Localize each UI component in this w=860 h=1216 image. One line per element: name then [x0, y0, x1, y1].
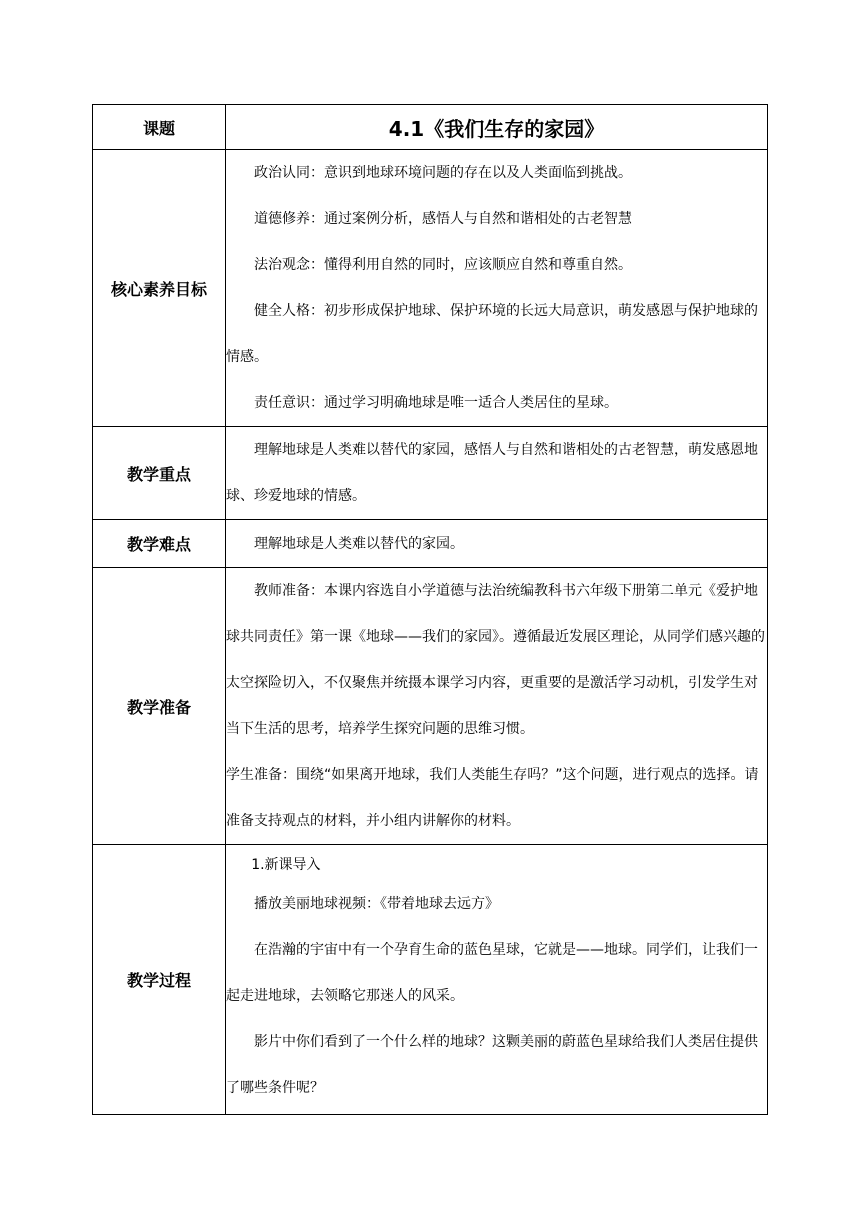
student-preparation: 学生准备：围绕“如果离开地球，我们人类能生存吗？”这个问题，进行观点的选择。请准备支持观点的材料，并小组内讲解你的材料。 — [226, 767, 759, 829]
core-responsibility: 责任意识：通过学习明确地球是唯一适合人类居住的星球。 — [254, 395, 618, 411]
key-point-text: 理解地球是人类难以替代的家园，感悟人与自然和谐相处的古老智慧，萌发感恩地球、珍爱地球的情感。 — [226, 442, 758, 504]
title-row — [93, 105, 768, 150]
preparation-content — [226, 568, 768, 845]
core-personality: 健全人格：初步形成保护地球、保护环境的长远大局意识，萌发感恩与保护地球的情感。 — [226, 303, 758, 365]
process-video: 播放美丽地球视频：《带着地球去远方》 — [254, 895, 499, 912]
process-content — [226, 845, 768, 1115]
core-literacy-content — [226, 150, 768, 427]
core-moral: 道德修养：通过案例分析，感悟人与自然和谐相处的古老智慧 — [254, 211, 632, 227]
process-question: 影片中你们看到了一个什么样的地球？这颗美丽的蔚蓝色星球给我们人类居住提供了哪些条件呢？ — [226, 1033, 758, 1096]
process-row — [93, 845, 768, 1115]
process-heading: 1.新课导入 — [251, 856, 321, 873]
difficulty-text: 理解地球是人类难以替代的家园。 — [254, 535, 464, 552]
preparation-label: 教学准备 — [93, 568, 226, 845]
core-literacy-row — [93, 150, 768, 427]
lesson-plan-table — [92, 104, 768, 1115]
core-law: 法治观念：懂得利用自然的同时，应该顺应自然和尊重自然。 — [254, 257, 632, 273]
key-point-row — [93, 427, 768, 520]
process-intro: 在浩瀚的宇宙中有一个孕育生命的蓝色星球，它就是——地球。同学们，让我们一起走进地球，去领略它那迷人的风采。 — [226, 941, 758, 1004]
title-label: 课题 — [93, 105, 226, 150]
key-point-label: 教学重点 — [93, 427, 226, 520]
preparation-row — [93, 568, 768, 845]
process-label: 教学过程 — [93, 845, 226, 1115]
difficulty-row — [93, 520, 768, 568]
difficulty-label: 教学难点 — [93, 520, 226, 568]
key-point-content — [226, 427, 768, 520]
core-literacy-label: 核心素养目标 — [93, 150, 226, 427]
teacher-preparation: 教师准备：本课内容选自小学道德与法治统编教科书六年级下册第二单元《爱护地球共同责任》第一课《地球——我们的家园》。遵循最近发展区理论，从同学们感兴趣的太空探险切入，不仅聚焦并统摄本课学习内容，更重要的是激活学习动机，引发学生对当下生活的思考，培养学生探究问题的思维习惯。 — [226, 583, 765, 737]
lesson-title: 4.1《我们生存的家园》 — [226, 105, 768, 150]
difficulty-content — [226, 520, 768, 568]
core-political: 政治认同：意识到地球环境问题的存在以及人类面临到挑战。 — [254, 165, 632, 181]
